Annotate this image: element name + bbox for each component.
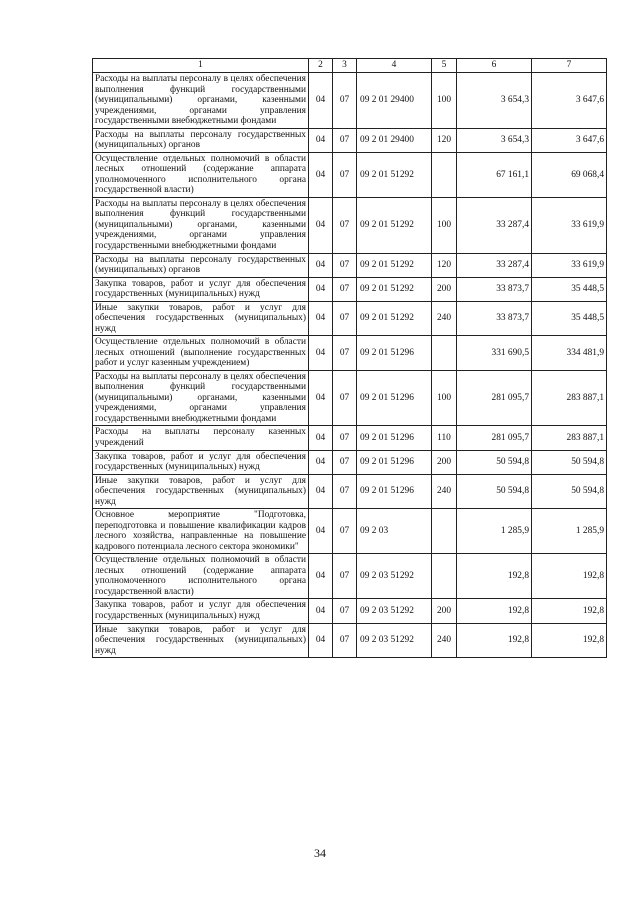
target-article-code: 09 2 01 51292	[357, 301, 432, 336]
table-row	[93, 197, 607, 253]
target-article-code: 09 2 01 51292	[357, 197, 432, 253]
target-article-code: 09 2 03 51292	[357, 623, 432, 658]
row-description: Осуществление отдельных полномочий в области лесных отношений (содержание аппарата уполномоченного исполнительного органа государственной власти)	[93, 152, 309, 197]
subsection-code: 07	[333, 450, 357, 474]
target-article-code: 09 2 03 51292	[357, 599, 432, 623]
column-header: 2	[309, 59, 333, 73]
amount-col7: 192,8	[532, 599, 607, 623]
amount-col7: 334 481,9	[532, 336, 607, 371]
table-row	[93, 450, 607, 474]
amount-col7: 50 594,8	[532, 450, 607, 474]
amount-col6: 3 654,3	[457, 128, 532, 152]
target-article-code: 09 2 01 51292	[357, 253, 432, 277]
target-article-code: 09 2 01 51292	[357, 277, 432, 301]
column-header: 4	[357, 59, 432, 73]
amount-col7: 3 647,6	[532, 73, 607, 129]
expense-type-code	[432, 509, 457, 554]
section-code: 04	[309, 450, 333, 474]
amount-col7: 192,8	[532, 623, 607, 658]
row-description: Иные закупки товаров, работ и услуг для обеспечения государственных (муниципальных) нужд	[93, 623, 309, 658]
expense-type-code: 120	[432, 128, 457, 152]
amount-col7: 3 647,6	[532, 128, 607, 152]
section-code: 04	[309, 197, 333, 253]
table-row	[93, 474, 607, 509]
target-article-code: 09 2 01 51296	[357, 426, 432, 450]
subsection-code: 07	[333, 509, 357, 554]
expense-type-code: 100	[432, 73, 457, 129]
expense-type-code	[432, 554, 457, 599]
amount-col7: 283 887,1	[532, 426, 607, 450]
subsection-code: 07	[333, 623, 357, 658]
amount-col7: 33 619,9	[532, 253, 607, 277]
amount-col7: 69 068,4	[532, 152, 607, 197]
amount-col6: 281 095,7	[457, 426, 532, 450]
amount-col6: 1 285,9	[457, 509, 532, 554]
row-description: Закупка товаров, работ и услуг для обеспечения государственных (муниципальных) нужд	[93, 599, 309, 623]
amount-col7: 33 619,9	[532, 197, 607, 253]
section-code: 04	[309, 253, 333, 277]
amount-col6: 331 690,5	[457, 336, 532, 371]
column-header: 3	[333, 59, 357, 73]
section-code: 04	[309, 599, 333, 623]
expense-type-code: 100	[432, 370, 457, 426]
row-description: Осуществление отдельных полномочий в области лесных отношений (выполнение государственных работ и услуг казенным учреждением)	[93, 336, 309, 371]
row-description: Расходы на выплаты персоналу в целях обеспечения выполнения функций государственными (муниципальными) органами, казенными учреждениями, органами управления государственными внебюджетными фондами	[93, 73, 309, 129]
amount-col6: 192,8	[457, 599, 532, 623]
amount-col6: 67 161,1	[457, 152, 532, 197]
amount-col7: 192,8	[532, 554, 607, 599]
expense-type-code: 110	[432, 426, 457, 450]
row-description: Расходы на выплаты персоналу казенных учреждений	[93, 426, 309, 450]
target-article-code: 09 2 01 29400	[357, 128, 432, 152]
amount-col7: 35 448,5	[532, 301, 607, 336]
target-article-code: 09 2 01 51296	[357, 450, 432, 474]
row-description: Иные закупки товаров, работ и услуг для обеспечения государственных (муниципальных) нужд	[93, 474, 309, 509]
subsection-code: 07	[333, 197, 357, 253]
target-article-code: 09 2 01 51296	[357, 370, 432, 426]
subsection-code: 07	[333, 73, 357, 129]
target-article-code: 09 2 03 51292	[357, 554, 432, 599]
row-description: Закупка товаров, работ и услуг для обеспечения государственных (муниципальных) нужд	[93, 450, 309, 474]
expense-type-code: 200	[432, 277, 457, 301]
amount-col6: 33 873,7	[457, 277, 532, 301]
section-code: 04	[309, 277, 333, 301]
section-code: 04	[309, 554, 333, 599]
column-header: 7	[532, 59, 607, 73]
table-row	[93, 426, 607, 450]
subsection-code: 07	[333, 128, 357, 152]
target-article-code: 09 2 01 29400	[357, 73, 432, 129]
table-row	[93, 336, 607, 371]
amount-col7: 1 285,9	[532, 509, 607, 554]
amount-col6: 33 287,4	[457, 253, 532, 277]
row-description: Расходы на выплаты персоналу государственных (муниципальных) органов	[93, 128, 309, 152]
subsection-code: 07	[333, 253, 357, 277]
table-row	[93, 554, 607, 599]
column-header: 5	[432, 59, 457, 73]
expense-type-code: 200	[432, 599, 457, 623]
page-number: 34	[314, 846, 326, 860]
amount-col6: 281 095,7	[457, 370, 532, 426]
subsection-code: 07	[333, 277, 357, 301]
row-description: Закупка товаров, работ и услуг для обеспечения государственных (муниципальных) нужд	[93, 277, 309, 301]
subsection-code: 07	[333, 152, 357, 197]
subsection-code: 07	[333, 474, 357, 509]
expense-type-code: 240	[432, 623, 457, 658]
table-row	[93, 509, 607, 554]
subsection-code: 07	[333, 301, 357, 336]
target-article-code: 09 2 01 51296	[357, 474, 432, 509]
row-description: Основное мероприятие "Подготовка, переподготовка и повышение квалификации кадров лесного хозяйства, направленные на повышение кадрового потенциала лесного сектора экономики"	[93, 509, 309, 554]
section-code: 04	[309, 623, 333, 658]
subsection-code: 07	[333, 554, 357, 599]
amount-col7: 35 448,5	[532, 277, 607, 301]
subsection-code: 07	[333, 426, 357, 450]
section-code: 04	[309, 370, 333, 426]
table-row	[93, 73, 607, 129]
subsection-code: 07	[333, 370, 357, 426]
expense-type-code: 120	[432, 253, 457, 277]
table-row	[93, 599, 607, 623]
row-description: Осуществление отдельных полномочий в области лесных отношений (содержание аппарата уполномоченного исполнительного органа государственной власти)	[93, 554, 309, 599]
amount-col6: 3 654,3	[457, 73, 532, 129]
amount-col6: 192,8	[457, 623, 532, 658]
section-code: 04	[309, 128, 333, 152]
amount-col6: 33 873,7	[457, 301, 532, 336]
expense-type-code: 240	[432, 301, 457, 336]
table-row	[93, 623, 607, 658]
budget-table	[92, 58, 607, 658]
target-article-code: 09 2 01 51292	[357, 152, 432, 197]
amount-col7: 283 887,1	[532, 370, 607, 426]
section-code: 04	[309, 336, 333, 371]
row-description: Расходы на выплаты персоналу государственных (муниципальных) органов	[93, 253, 309, 277]
amount-col6: 50 594,8	[457, 474, 532, 509]
subsection-code: 07	[333, 599, 357, 623]
expense-type-code	[432, 336, 457, 371]
amount-col6: 192,8	[457, 554, 532, 599]
target-article-code: 09 2 03	[357, 509, 432, 554]
table-body	[93, 73, 607, 658]
section-code: 04	[309, 426, 333, 450]
row-description: Иные закупки товаров, работ и услуг для обеспечения государственных (муниципальных) нужд	[93, 301, 309, 336]
table-row	[93, 370, 607, 426]
column-header: 1	[93, 59, 309, 73]
amount-col6: 33 287,4	[457, 197, 532, 253]
section-code: 04	[309, 152, 333, 197]
row-description: Расходы на выплаты персоналу в целях обеспечения выполнения функций государственными (муниципальными) органами, казенными учреждениями, органами управления государственными внебюджетными фондами	[93, 197, 309, 253]
section-code: 04	[309, 509, 333, 554]
subsection-code: 07	[333, 336, 357, 371]
target-article-code: 09 2 01 51296	[357, 336, 432, 371]
table-row	[93, 128, 607, 152]
section-code: 04	[309, 73, 333, 129]
expense-type-code	[432, 152, 457, 197]
expense-type-code: 100	[432, 197, 457, 253]
amount-col6: 50 594,8	[457, 450, 532, 474]
expense-type-code: 200	[432, 450, 457, 474]
table-row	[93, 152, 607, 197]
table-row	[93, 301, 607, 336]
expense-type-code: 240	[432, 474, 457, 509]
header-row	[93, 59, 607, 73]
section-code: 04	[309, 474, 333, 509]
table-row	[93, 277, 607, 301]
section-code: 04	[309, 301, 333, 336]
amount-col7: 50 594,8	[532, 474, 607, 509]
row-description: Расходы на выплаты персоналу в целях обеспечения выполнения функций государственными (муниципальными) органами, казенными учреждениями, органами управления государственными внебюджетными фондами	[93, 370, 309, 426]
column-header: 6	[457, 59, 532, 73]
table-row	[93, 253, 607, 277]
